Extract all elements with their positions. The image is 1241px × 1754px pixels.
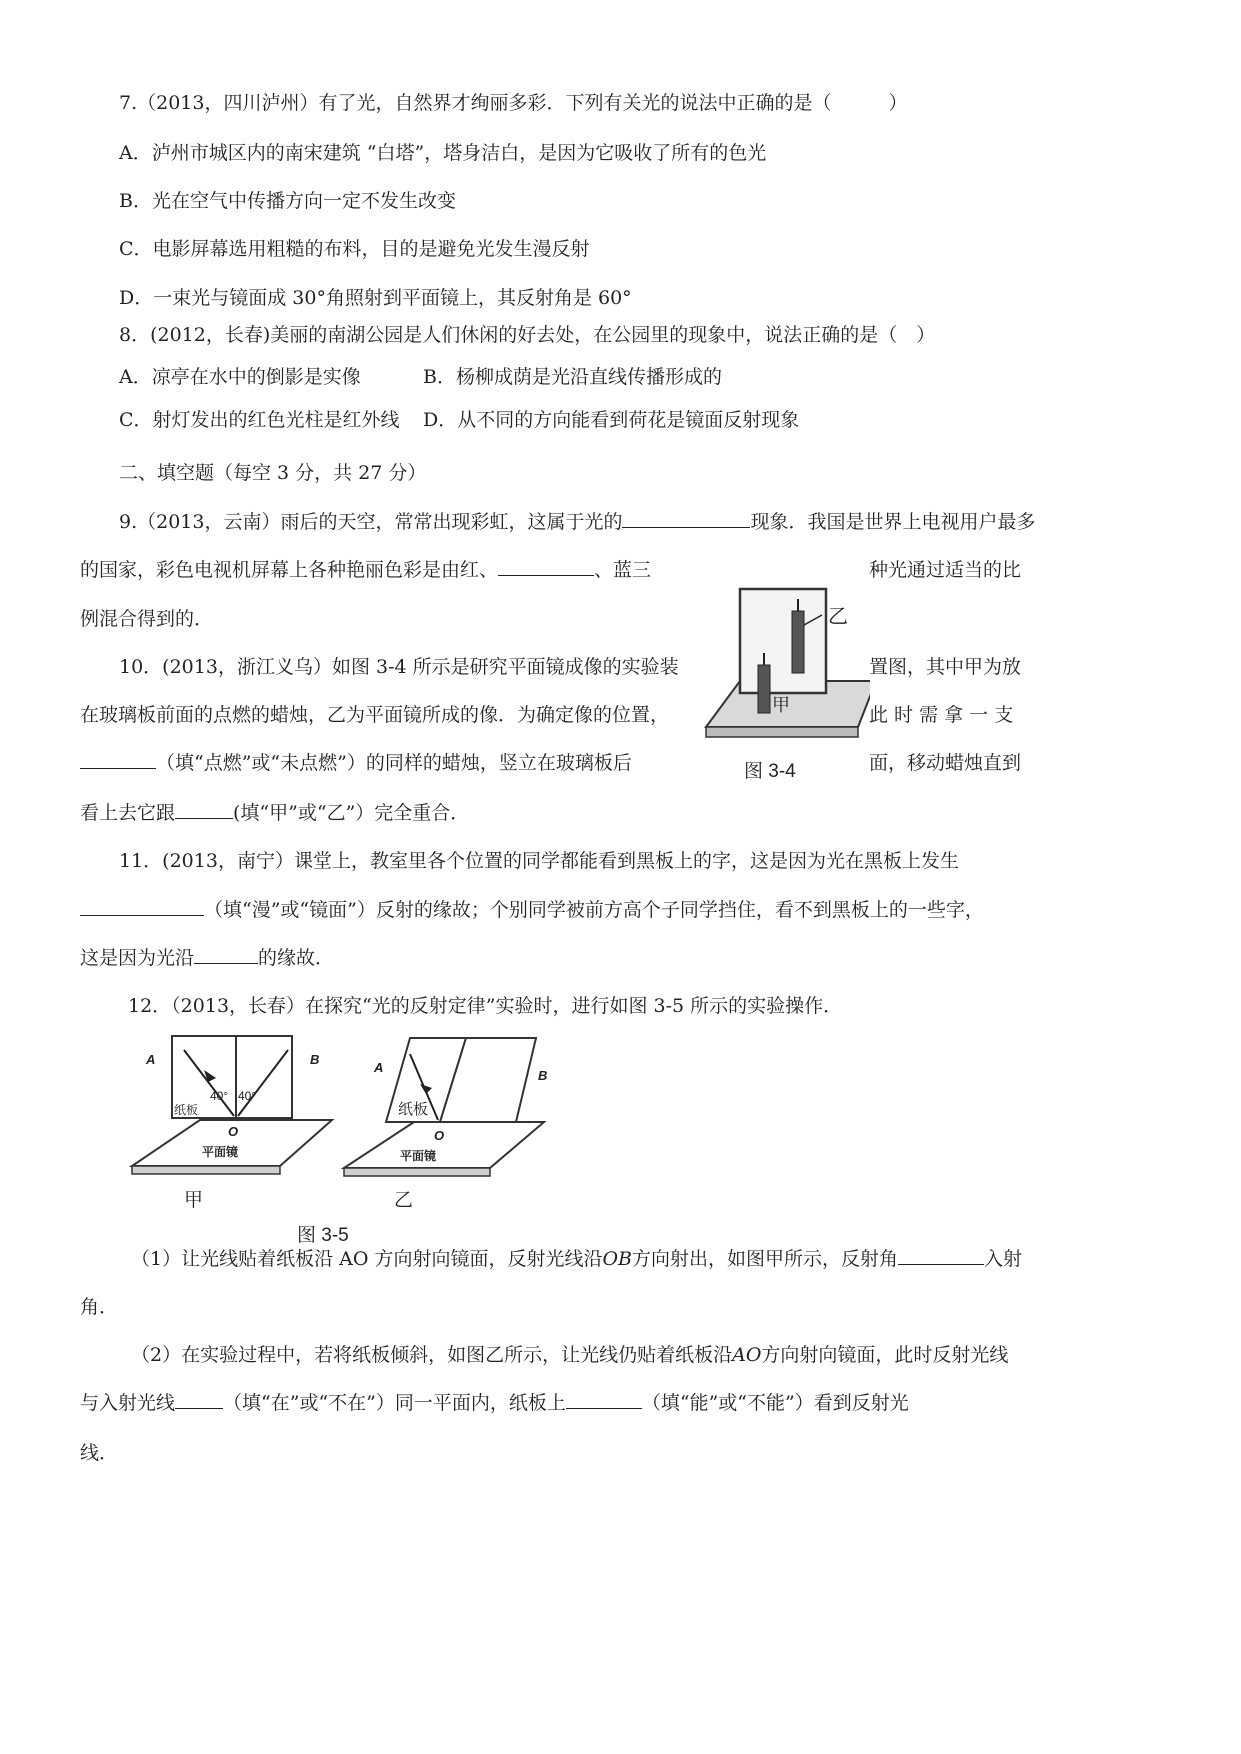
q7-option-c: C．电影屏幕选用粗糙的布料，目的是避免光发生漫反射 [119,238,590,260]
q9-text-1a: 9.（2013，云南）雨后的天空，常常出现彩虹，这属于光的 [119,511,623,533]
q12-p1-text-e: 角． [80,1296,119,1318]
fig35b-label-b: B [538,1068,548,1083]
q12-p2-text-g: 线． [80,1442,119,1464]
fig34-table-edge [706,727,858,737]
fig34-candle-yi [792,611,804,673]
q12-part1-line-1 [131,1246,1022,1272]
q12-p2-text-d: 与入射光线 [80,1392,176,1414]
q8-option-d: D．从不同的方向能看到荷花是镜面反射现象 [423,409,800,431]
q12-blank-2[interactable] [175,1390,223,1409]
fig34-label-yi: 乙 [828,606,848,628]
q10-text-1b: 置图，其中甲为放 [869,656,1022,678]
q12-part2-line-1 [131,1342,1008,1368]
q7-stem: 7.（2013，四川泸州）有了光，自然界才绚丽多彩．下列有关光的说法中正确的是（ ） [119,92,908,114]
q11-line-1: 11．(2013，南宁）课堂上，教室里各个位置的同学都能看到黑板上的字，这是因为光在黑板上发生 [119,850,959,872]
q9-blank-2[interactable] [498,557,594,576]
q12-stem: 12．（2013，长春）在探究“光的反射定律”实验时，进行如图 3-5 所示的实验操作． [128,995,843,1017]
fig35b-mirror-edge [344,1168,490,1176]
fig35a-label-b: B [310,1052,320,1067]
figure-3-4 [700,585,870,745]
q8-option-c: C．射灯发出的红色光柱是红外线 [119,409,400,431]
fig35a-label-o: O [228,1124,239,1139]
q7-option-b: B．光在空气中传播方向一定不发生改变 [119,190,456,212]
q12-p1-ob: OB [602,1248,633,1270]
q7-option-d: D．一束光与镜面成 30°角照射到平面镜上，其反射角是 60° [119,287,632,309]
q10-blank-1[interactable] [80,750,156,769]
q10-text-4a: 看上去它跟 [80,802,176,824]
q12-p1-text-a: （1）让光线贴着纸板沿 AO 方向射向镜面，反射光线沿 [131,1248,603,1270]
q9-blank-1[interactable] [622,509,750,528]
q8-option-b: B．杨柳成荫是光沿直线传播形成的 [423,366,722,388]
q11-text-2: （填“漫”或“镜面”）反射的缘故；个别同学被前方高个子同学挡住，看不到黑板上的一些字， [204,899,984,921]
fig35b-label-a: A [374,1060,384,1075]
q7-option-a: A．泸州市城区内的南宋建筑 “白塔”，塔身洁白，是因为它吸收了所有的色光 [119,142,767,164]
fig35a-label-a: A [146,1052,156,1067]
q10-text-3b: 面，移动蜡烛直到 [869,752,1022,774]
q12-p1-text-c: 方向射出，如图甲所示，反射角 [632,1248,899,1270]
q9-text-2b: 、蓝三 [594,559,652,581]
fig35b-sublabel: 乙 [394,1190,414,1211]
q10-text-2b: 此 时 需 拿 一 支 [869,704,1014,726]
fig35a-sublabel: 甲 [184,1190,204,1211]
q12-p1-text-d: 入射 [984,1248,1023,1270]
q8-stem: 8．(2012，长春)美丽的南湖公园是人们休闲的好去处，在公园里的现象中，说法正确的是（ ） [119,324,936,346]
section-heading: 二、填空题（每空 3 分，共 27 分） [119,462,427,484]
fig34-label-jia: 甲 [772,695,790,715]
q10-text-1a: 10．(2013，浙江义乌）如图 3-4 所示是研究平面镜成像的实验装 [119,656,679,678]
fig35a-label-board: 纸板 [174,1103,199,1117]
q9-line-1 [119,509,1036,535]
q10-line-4 [80,800,469,826]
q11-blank-2[interactable] [194,945,258,964]
fig35b-label-o: O [434,1128,445,1143]
fig35a-board-right [236,1036,292,1118]
fig35b-label-mirror: 平面镜 [400,1149,437,1163]
q10-line-3 [80,750,632,776]
q9-text-2c: 种光通过适当的比 [869,559,1022,581]
q9-text-2a: 的国家，彩色电视机屏幕上各种艳丽色彩是由红、 [80,559,499,581]
q12-part2-line-2 [80,1390,909,1416]
q9-line-3: 例混合得到的． [80,608,214,630]
q12-p2-text-c: 方向射向镜面，此时反射光线 [761,1344,1009,1366]
figure-3-5-a [128,1032,338,1212]
q11-text-3b: 的缘故． [258,947,335,969]
q8-option-a: A．凉亭在水中的倒影是实像 [119,366,361,388]
figure-3-5-caption: 图 3-5 [297,1225,349,1246]
q10-text-4b: (填“甲”或“乙”）完全重合． [233,802,470,824]
q9-text-1b: 现象．我国是世界上电视用户最多 [750,511,1036,533]
q10-blank-2[interactable] [175,800,233,819]
q11-text-3a: 这是因为光沿 [80,947,195,969]
q11-blank-1[interactable] [80,897,204,916]
q12-p2-text-e: （填“在”或“不在”）同一平面内，纸板上 [223,1392,566,1414]
fig35b-label-board: 纸板 [398,1101,429,1118]
figure-3-4-caption: 图 3-4 [744,761,796,782]
q11-line-3 [80,945,334,971]
fig34-glass-plate [740,589,826,693]
fig34-candle-jia [758,665,770,713]
q12-blank-3[interactable] [566,1390,642,1409]
fig35a-angle-2: 40° [238,1089,257,1103]
q10-text-2a: 在玻璃板前面的点燃的蜡烛，乙为平面镜所成的像．为确定像的位置， [80,704,670,726]
q9-line-2 [80,557,651,583]
fig35a-label-mirror: 平面镜 [202,1145,239,1159]
q12-p2-text-f: （填“能”或“不能”）看到反射光 [641,1392,909,1414]
q11-line-2 [80,897,984,923]
q12-p2-text-a: （2）在实验过程中，若将纸板倾斜，如图乙所示，让光线仍贴着纸板沿 [131,1344,733,1366]
q10-text-3a: （填“点燃”或“未点燃”）的同样的蜡烛，竖立在玻璃板后 [156,752,632,774]
q12-p2-ao: AO [732,1344,762,1366]
figure-3-5-b [340,1032,560,1212]
fig35a-angle-1: 40° [210,1089,229,1103]
fig35a-mirror-edge [132,1166,280,1174]
q12-blank-1[interactable] [898,1246,984,1265]
